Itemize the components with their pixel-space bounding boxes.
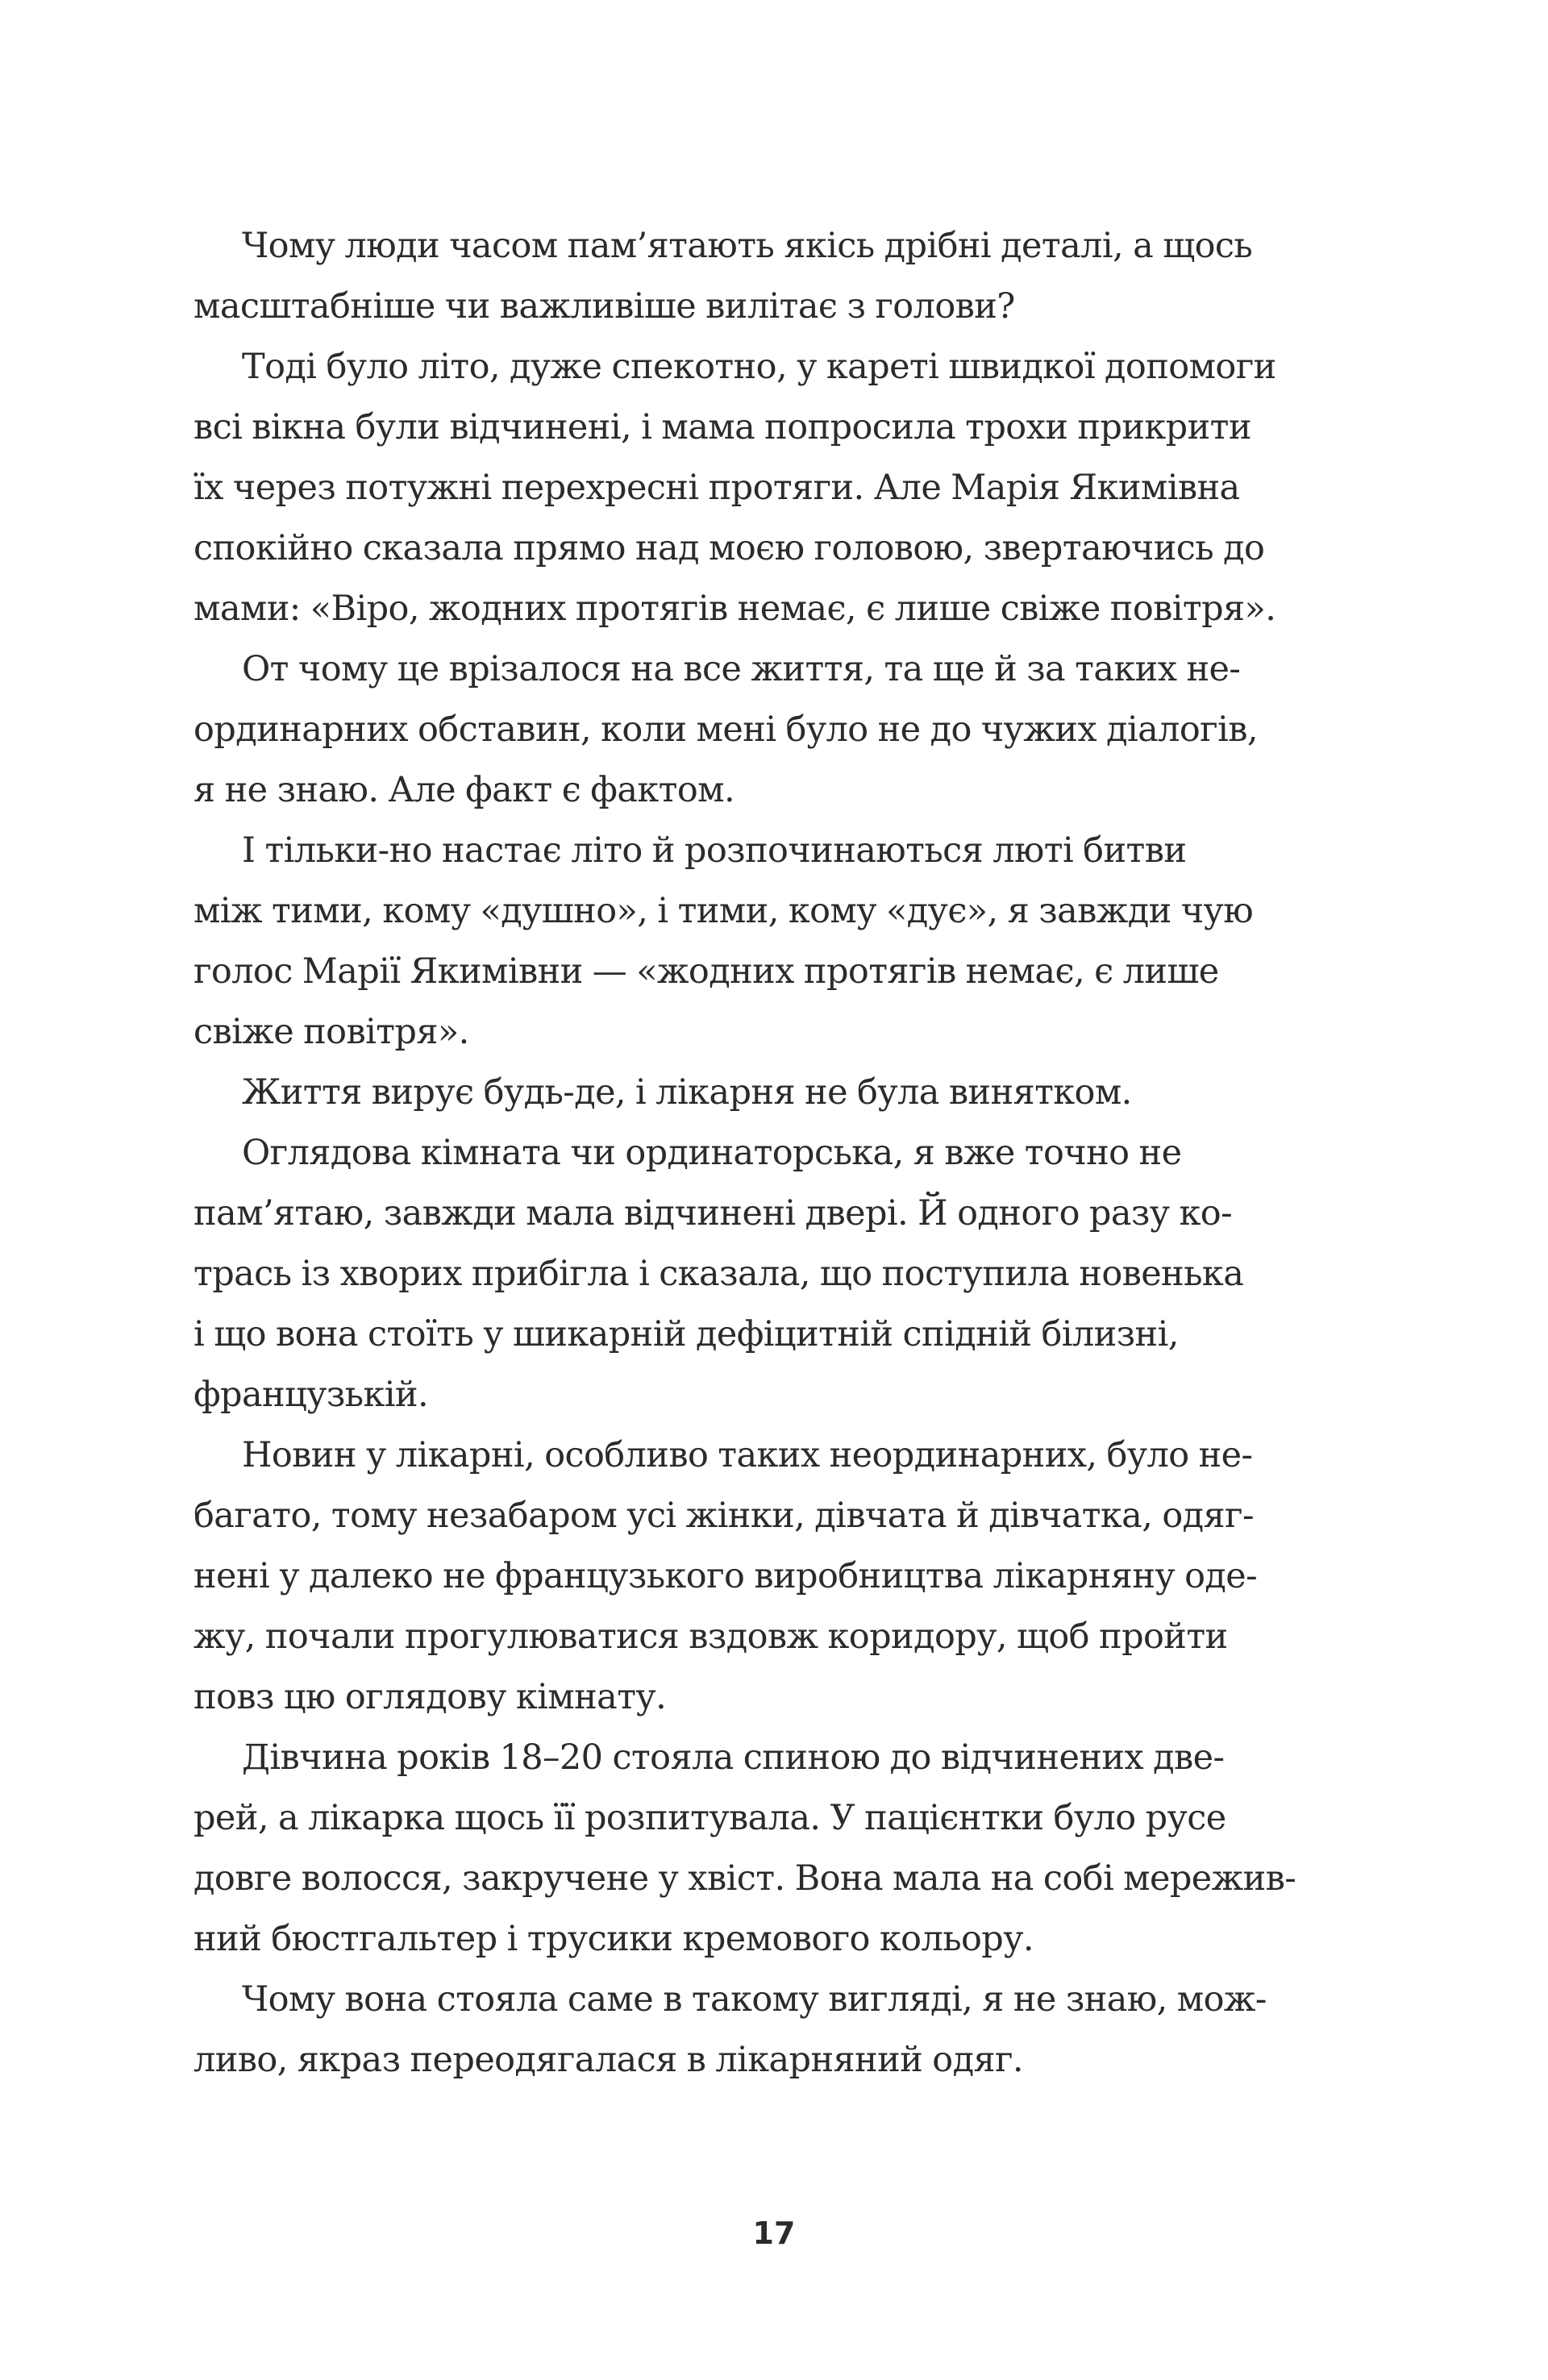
page-number: 17 bbox=[752, 2216, 796, 2251]
text-line: і що вона стоїть у шикарній дефіцитній спідній білизні, bbox=[194, 1314, 1179, 1354]
paragraph bbox=[194, 1123, 1313, 1425]
text-line: І тільки-но настає літо й розпочинаються люті битви bbox=[242, 830, 1187, 871]
text-line: свіже повітря». bbox=[194, 1012, 469, 1052]
text-line: рей, а лікарка щось її розпитувала. У пацієнтки було русе bbox=[194, 1798, 1226, 1838]
text-line: голос Марії Якимівни — «жодних протягів немає, є лише bbox=[194, 951, 1219, 992]
text-line: трась із хворих прибігла і сказала, що поступила новенька bbox=[194, 1254, 1244, 1294]
text-line: спокійно сказала прямо над моєю головою, звертаючись до bbox=[194, 528, 1265, 568]
text-line: багато, тому незабаром усі жінки, дівчата й дівчатка, одяг- bbox=[194, 1496, 1254, 1536]
page-body bbox=[194, 216, 1313, 2091]
text-line: ливо, якраз переодягалася в лікарняний одяг. bbox=[194, 2040, 1023, 2080]
paragraph bbox=[194, 1728, 1313, 1970]
text-line: французькій. bbox=[194, 1375, 429, 1415]
text-line: От чому це врізалося на все життя, та ще й за таких не- bbox=[242, 649, 1241, 689]
text-line: довге волосся, закручене у хвіст. Вона мала на собі мережив- bbox=[194, 1858, 1296, 1899]
text-line: Чому вона стояла саме в такому вигляді, я не знаю, мож- bbox=[242, 1979, 1267, 2020]
paragraph bbox=[194, 216, 1313, 337]
paragraph bbox=[194, 1970, 1313, 2091]
paragraph bbox=[194, 1063, 1313, 1123]
text-line: їх через потужні перехресні протяги. Але Марія Якимівна bbox=[194, 468, 1240, 508]
text-line: Тоді було літо, дуже спекотно, у кареті швидкої допомоги bbox=[242, 347, 1276, 387]
text-line: Новин у лікарні, особливо таких неординарних, було не- bbox=[242, 1435, 1253, 1475]
text-line: пам’ятаю, завжди мала відчинені двері. Й одного разу ко- bbox=[194, 1193, 1232, 1234]
text-line: нені у далеко не французького виробництва лікарняну оде- bbox=[194, 1556, 1258, 1596]
text-line: Оглядова кімната чи ординаторська, я вже точно не bbox=[242, 1133, 1182, 1173]
text-line: між тими, кому «душно», і тими, кому «дує», я завжди чую bbox=[194, 891, 1254, 931]
text-line: мами: «Віро, жодних протягів немає, є лише свіже повітря». bbox=[194, 589, 1276, 629]
text-line: масштабніше чи важливіше вилітає з голови? bbox=[194, 286, 1015, 327]
text-line: Чому люди часом пам’ятають якісь дрібні деталі, а щось bbox=[242, 226, 1253, 266]
text-line: ний бюстгальтер і трусики кремового кольору. bbox=[194, 1919, 1034, 1959]
paragraph bbox=[194, 1425, 1313, 1728]
paragraph bbox=[194, 337, 1313, 639]
text-line: я не знаю. Але факт є фактом. bbox=[194, 770, 735, 810]
text-line: повз цю оглядову кімнату. bbox=[194, 1677, 667, 1717]
text-line: Життя вирує будь-де, і лікарня не була винятком. bbox=[242, 1072, 1132, 1113]
text-line: жу, почали прогулюватися вздовж коридору, щоб пройти bbox=[194, 1616, 1228, 1657]
text-line: ординарних обставин, коли мені було не до чужих діалогів, bbox=[194, 709, 1258, 750]
text-line: Дівчина років 18–20 стояла спиною до відчинених две- bbox=[242, 1737, 1225, 1778]
paragraph bbox=[194, 639, 1313, 821]
text-line: всі вікна були відчинені, і мама попросила трохи прикрити bbox=[194, 407, 1251, 447]
paragraph bbox=[194, 821, 1313, 1063]
